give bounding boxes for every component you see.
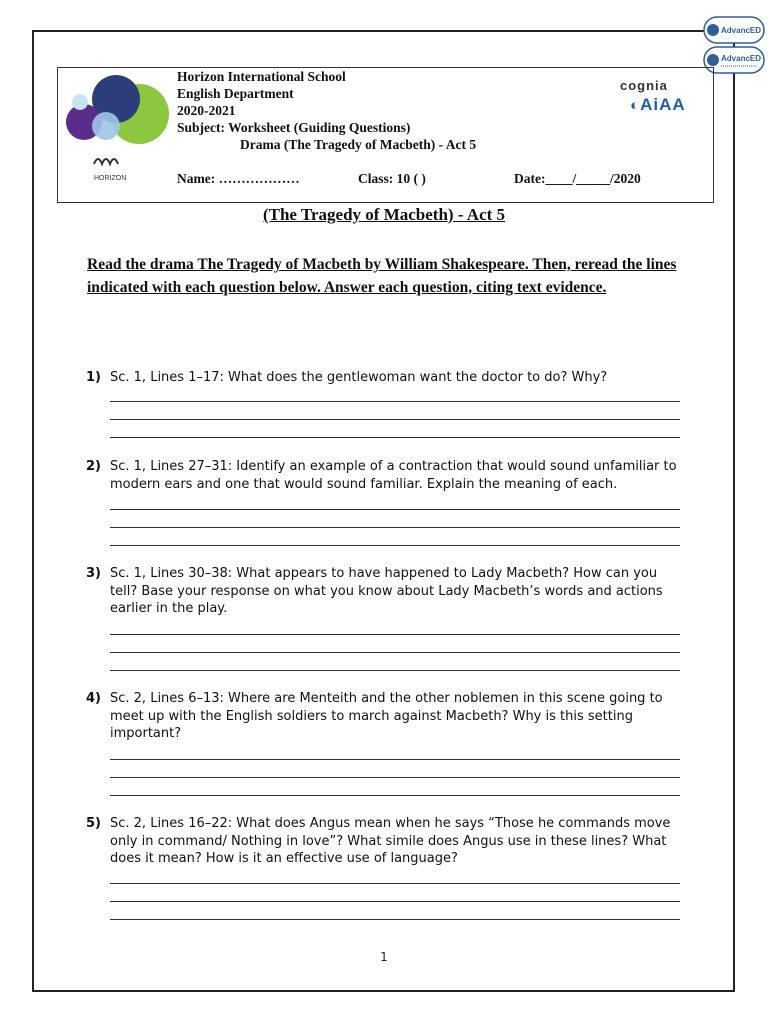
question-number: 5) [86, 816, 101, 831]
question-number: 4) [86, 691, 101, 706]
question-text: Sc. 2, Lines 16–22: What does Angus mean when he says “Those he commands move only in command/ Nothing in love”? What simile does Angus use in these lines? What does it mean? How is it an effective use of language? [110, 816, 671, 866]
globe-icon: ◐ [630, 97, 641, 114]
answer-line [110, 419, 680, 420]
answer-line [110, 901, 680, 902]
school-logo-text: HORIZON [94, 175, 127, 182]
aiaa-logo-text: AiAA [640, 95, 686, 114]
advanced-badge-2-text: AdvancED [721, 54, 762, 63]
answer-line [110, 919, 680, 920]
advanced-badge-1-text: AdvancED [721, 26, 762, 35]
answer-line [110, 509, 680, 510]
department: English Department [177, 86, 294, 101]
question-text: Sc. 2, Lines 6–13: Where are Menteith and the other noblemen in this scene going to meet up with the English soldiers to march against Macbeth? Why is this setting important? [110, 691, 663, 741]
question-text: Sc. 1, Lines 30–38: What appears to have happened to Lady Macbeth? How can you tell? Base your response on what you know about Lady Macbeth’s words and actions earlier in the play. [110, 566, 663, 616]
name-field: Name: ……………… [177, 171, 300, 186]
answer-line [110, 545, 680, 546]
question-number: 2) [86, 459, 101, 474]
answer-line [110, 652, 680, 653]
subject: Subject: Worksheet (Guiding Questions) [177, 120, 411, 135]
advanced-badge-1 [703, 16, 765, 44]
drama-title: Drama (The Tragedy of Macbeth) - Act 5 [240, 137, 477, 152]
answer-line [110, 759, 680, 760]
answer-line [110, 527, 680, 528]
date-field: Date:____/_____/2020 [514, 171, 641, 186]
page-title: (The Tragedy of Macbeth) - Act 5 [262, 205, 506, 224]
answer-line [110, 437, 680, 438]
question-number: 3) [86, 566, 101, 581]
page-number: 1 [380, 950, 388, 964]
question-text: Sc. 1, Lines 1–17: What does the gentlewoman want the doctor to do? Why? [110, 370, 608, 385]
academic-year: 2020-2021 [177, 103, 236, 118]
answer-line [110, 883, 680, 884]
school-name: Horizon International School [177, 69, 346, 84]
aiaa-logo [630, 95, 686, 115]
answer-line [110, 401, 680, 402]
instructions: Read the drama The Tragedy of Macbeth by William Shakespeare. Then, reread the lines indicated with each question below. Answer each question, citing text evidence. [87, 256, 677, 296]
question-text: Sc. 1, Lines 27–31: Identify an example of a contraction that would sound unfamiliar to modern ears and one that would sound familiar. Explain the meaning of each. [110, 459, 677, 492]
cognia-logo: cognia [620, 78, 668, 93]
answer-line [110, 670, 680, 671]
answer-line [110, 634, 680, 635]
answer-line [110, 795, 680, 796]
school-logo [64, 72, 174, 184]
class-field: Class: 10 ( ) [358, 171, 426, 186]
answer-line [110, 777, 680, 778]
question-number: 1) [86, 370, 101, 385]
